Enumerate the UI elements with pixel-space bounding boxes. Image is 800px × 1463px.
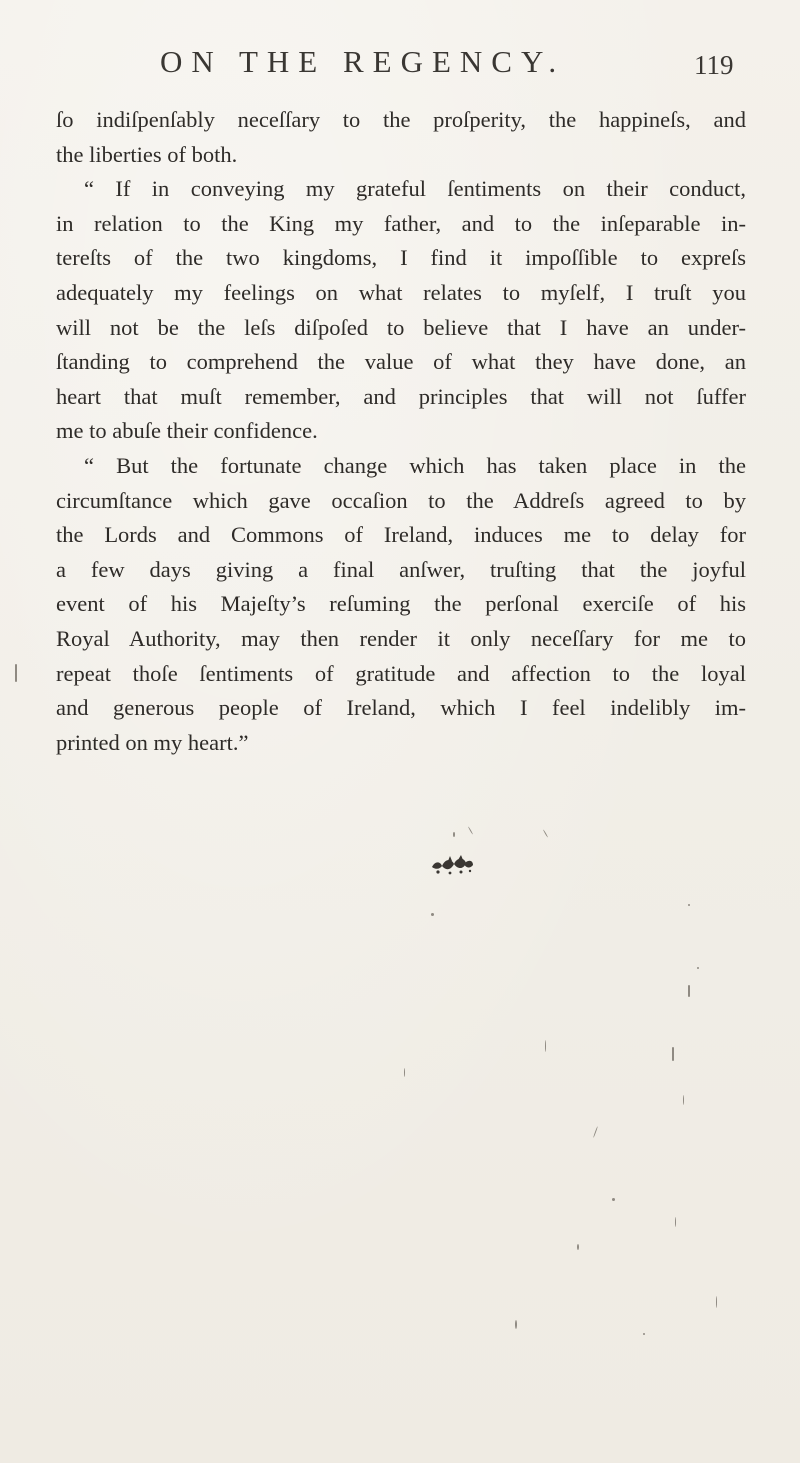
paper-speck — [688, 904, 690, 906]
paper-speck — [15, 664, 17, 682]
text-line: will not be the leſs diſpoſed to believe that I have an under- — [56, 314, 746, 340]
paper-speck — [431, 913, 434, 916]
text-line: printed on my heart.” — [56, 729, 249, 755]
paper-speck — [683, 1095, 684, 1105]
paper-speck — [404, 1068, 405, 1077]
body-text — [56, 103, 746, 760]
paper-speck — [697, 967, 699, 969]
text-line: the liberties of both. — [56, 141, 238, 167]
text-line: heart that muſt remember, and principles that will not ſuffer — [56, 383, 746, 409]
paper-speck — [577, 1244, 579, 1250]
paper-speck — [716, 1296, 717, 1308]
text-line: in relation to the King my father, and to the inſeparable in- — [56, 210, 746, 236]
paper-speck — [688, 985, 690, 997]
paper-speck — [453, 832, 455, 837]
paper-speck — [672, 1047, 674, 1061]
paper-speck — [612, 1198, 615, 1201]
paper-speck — [675, 1217, 676, 1227]
text-line: me to abuſe their confidence. — [56, 418, 318, 444]
printers-ornament — [428, 855, 476, 877]
text-line: tereſts of the two kingdoms, I find it impoſſible to expreſs — [56, 245, 746, 271]
text-line: and generous people of Ireland, which I feel indelibly im- — [56, 695, 746, 721]
text-line: ſtanding to comprehend the value of what they have done, an — [56, 349, 746, 375]
paper-speck — [545, 1040, 546, 1052]
page-number: 119 — [694, 50, 734, 80]
paper-speck — [543, 829, 548, 837]
text-line: Royal Authority, may then render it only neceſſary for me to — [56, 625, 746, 651]
text-line: ſo indiſpenſably neceſſary to the proſperity, the happineſs, and — [56, 107, 746, 132]
paragraph-start-line: “ If in conveying my grateful ſentiments on their conduct, — [84, 176, 746, 202]
paper-speck — [468, 826, 473, 834]
text-line: circumſtance which gave occaſion to the Addreſs agreed to by — [56, 487, 746, 513]
text-line: a few days giving a final anſwer, truſting that the joyful — [56, 556, 746, 582]
paper-speck — [515, 1320, 517, 1329]
paper-speck — [593, 1126, 598, 1138]
paragraph-start-line: “ But the fortunate change which has taken place in the — [84, 452, 746, 478]
text-line: event of his Majeſty’s reſuming the perſonal exerciſe of his — [56, 591, 746, 617]
text-line: adequately my feelings on what relates to myſelf, I truſt you — [56, 279, 746, 305]
paper-speck — [643, 1333, 645, 1335]
text-line: repeat thoſe ſentiments of gratitude and affection to the loyal — [56, 660, 746, 686]
text-line: the Lords and Commons of Ireland, induces me to delay for — [56, 522, 746, 548]
running-title: ON THE REGENCY. — [160, 44, 566, 79]
